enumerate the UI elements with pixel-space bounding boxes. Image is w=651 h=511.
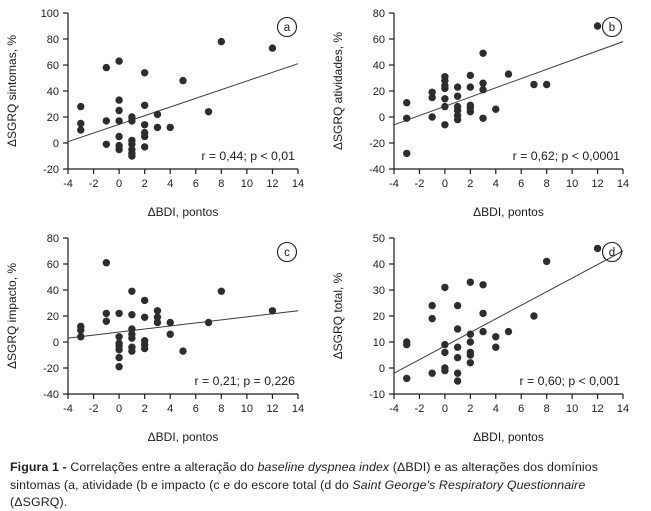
y-tick-label: 40 [372, 59, 385, 72]
data-point [154, 111, 161, 118]
y-tick-label: 20 [372, 85, 385, 98]
y-tick-label: 40 [46, 284, 59, 297]
data-point [115, 133, 122, 140]
data-point [115, 346, 122, 353]
data-point [454, 302, 461, 309]
data-point [103, 117, 110, 124]
data-point [128, 311, 135, 318]
data-point [492, 344, 499, 351]
data-point [467, 108, 474, 115]
x-tick-label: 8 [543, 403, 550, 415]
correlation-stats: r = 0,44; p < 0,01 [201, 149, 295, 163]
data-point [467, 359, 474, 366]
caption-segment: (ΔSGRQ). [10, 495, 68, 510]
data-point [403, 115, 410, 122]
data-point [128, 117, 135, 124]
y-tick-label: 80 [46, 33, 59, 46]
data-point [492, 106, 499, 113]
data-point [403, 99, 410, 106]
data-point [428, 113, 435, 120]
x-tick-label: -2 [414, 178, 425, 190]
data-point [454, 354, 461, 361]
data-point [77, 333, 84, 340]
scatter-chart-b [326, 0, 651, 225]
data-point [428, 94, 435, 101]
x-tick-label: 2 [467, 178, 474, 190]
data-point [543, 81, 550, 88]
data-point [594, 245, 601, 252]
data-point [218, 38, 225, 45]
data-point [467, 338, 474, 345]
x-tick-label: 4 [167, 178, 174, 190]
data-point [154, 124, 161, 131]
data-point [441, 103, 448, 110]
data-point [454, 344, 461, 351]
panel-label: a [283, 22, 291, 34]
x-tick-label: 6 [518, 178, 525, 190]
data-point [77, 120, 84, 127]
y-axis-title: ΔSGRQ atividades, % [331, 31, 345, 151]
x-tick-label: -4 [389, 178, 399, 190]
x-tick-label: 0 [116, 403, 123, 415]
y-tick-label: 40 [372, 258, 385, 271]
data-point [467, 351, 474, 358]
trend-line [68, 64, 298, 142]
data-point [128, 152, 135, 159]
x-tick-label: 10 [565, 403, 579, 415]
data-point [128, 347, 135, 354]
x-tick-label: -2 [88, 178, 99, 190]
data-point [441, 85, 448, 92]
data-point [154, 319, 161, 326]
data-point [454, 83, 461, 90]
x-tick-label: 14 [291, 403, 305, 415]
data-point [141, 297, 148, 304]
y-tick-label: -40 [369, 163, 385, 176]
data-point [467, 83, 474, 90]
data-point [403, 341, 410, 348]
data-point [141, 143, 148, 150]
data-point [141, 133, 148, 140]
x-tick-label: 2 [141, 178, 148, 190]
x-tick-label: 4 [492, 178, 499, 190]
y-axis-title: ΔSGRQ total, % [331, 272, 345, 360]
y-tick-label: 0 [52, 137, 59, 150]
data-point [530, 312, 537, 319]
trend-line [394, 251, 623, 373]
data-point [269, 307, 276, 314]
x-tick-label: 10 [240, 178, 254, 190]
y-tick-label: 80 [372, 7, 385, 20]
correlation-stats: r = 0,21; p = 0,226 [194, 374, 295, 388]
data-point [479, 50, 486, 57]
x-tick-label: 0 [441, 403, 448, 415]
data-point [167, 124, 174, 131]
data-point [141, 69, 148, 76]
data-point [115, 333, 122, 340]
data-point [115, 107, 122, 114]
data-point [594, 22, 601, 29]
x-tick-label: 6 [192, 403, 199, 415]
scatter-panel-a [0, 0, 326, 225]
data-point [179, 77, 186, 84]
x-tick-label: 4 [492, 403, 499, 415]
data-point [441, 341, 448, 348]
y-tick-label: 0 [378, 362, 385, 375]
data-point [205, 108, 212, 115]
y-tick-label: 20 [372, 310, 385, 323]
data-point [454, 377, 461, 384]
data-point [454, 325, 461, 332]
data-point [467, 331, 474, 338]
data-point [141, 314, 148, 321]
data-point [479, 310, 486, 317]
scatter-panel-c [0, 225, 326, 450]
x-axis-title: ΔBDI, pontos [473, 205, 544, 219]
data-point [141, 345, 148, 352]
x-tick-label: 14 [291, 178, 305, 190]
scatter-chart-a [0, 0, 326, 225]
x-tick-label: 12 [591, 403, 604, 415]
x-tick-label: 8 [218, 403, 225, 415]
trend-line [68, 311, 298, 338]
y-tick-label: 40 [46, 85, 59, 98]
y-tick-label: -20 [369, 137, 385, 150]
data-point [441, 95, 448, 102]
data-point [103, 259, 110, 266]
caption-segment: Figura 1 - [10, 460, 71, 474]
data-point [505, 328, 512, 335]
data-point [141, 102, 148, 109]
x-tick-label: 4 [167, 403, 174, 415]
x-tick-label: -4 [389, 403, 399, 415]
x-tick-label: 8 [543, 178, 550, 190]
data-point [167, 331, 174, 338]
figure-caption [0, 450, 651, 511]
caption-segment: (ΔBDI) e as alterações dos domínios sintomas (a, atividade (b e impacto (c e do escore total (d do [10, 460, 599, 492]
y-tick-label: 0 [378, 111, 385, 124]
data-point [77, 103, 84, 110]
data-point [115, 146, 122, 153]
data-point [218, 288, 225, 295]
x-tick-label: 12 [266, 178, 279, 190]
y-tick-label: -20 [43, 163, 59, 176]
panel-label: d [608, 247, 616, 259]
scatter-panel-b [326, 0, 651, 225]
data-point [128, 334, 135, 341]
caption-segment: Correlações entre a alteração do [70, 460, 258, 474]
y-tick-label: 60 [46, 59, 59, 72]
y-axis-title: ΔSGRQ sintomas, % [5, 34, 19, 148]
x-tick-label: 14 [616, 403, 630, 415]
data-point [205, 319, 212, 326]
data-point [103, 318, 110, 325]
scatter-chart-d [326, 225, 651, 450]
data-point [467, 72, 474, 79]
data-point [103, 141, 110, 148]
y-tick-label: 80 [46, 232, 59, 245]
y-tick-label: -10 [369, 388, 385, 401]
x-tick-label: -4 [63, 403, 73, 415]
data-point [543, 258, 550, 265]
data-point [441, 349, 448, 356]
x-axis-title: ΔBDI, pontos [147, 205, 219, 219]
x-tick-label: 10 [565, 178, 579, 190]
x-tick-label: 12 [591, 178, 604, 190]
correlation-stats: r = 0,62; p < 0,0001 [512, 149, 620, 163]
y-tick-label: 20 [46, 310, 59, 323]
x-tick-label: 8 [218, 178, 225, 190]
data-point [530, 81, 537, 88]
y-tick-label: 60 [46, 258, 59, 271]
x-tick-label: 14 [616, 178, 630, 190]
data-point [479, 80, 486, 87]
data-point [479, 281, 486, 288]
data-point [454, 116, 461, 123]
x-axis-title: ΔBDI, pontos [473, 430, 544, 444]
y-axis-title: ΔSGRQ impacto, % [5, 262, 19, 370]
data-point [128, 288, 135, 295]
data-point [115, 310, 122, 317]
panel-label: c [284, 247, 290, 259]
data-point [428, 315, 435, 322]
data-point [115, 363, 122, 370]
y-tick-label: -40 [43, 388, 59, 401]
x-tick-label: 2 [141, 403, 148, 415]
data-point [479, 328, 486, 335]
data-point [403, 150, 410, 157]
data-point [454, 93, 461, 100]
x-tick-label: 0 [441, 178, 448, 190]
data-point [505, 70, 512, 77]
data-point [454, 370, 461, 377]
x-tick-label: -2 [88, 403, 99, 415]
data-point [441, 367, 448, 374]
scatter-panel-d [326, 225, 651, 450]
data-point [115, 57, 122, 64]
data-point [179, 347, 186, 354]
x-tick-label: -4 [63, 178, 73, 190]
data-point [441, 284, 448, 291]
panel-label: b [608, 22, 616, 34]
data-point [103, 64, 110, 71]
caption-segment: Saint George's Respiratory Questionnaire [352, 477, 586, 492]
y-tick-label: 50 [372, 232, 385, 245]
data-point [154, 307, 161, 314]
data-point [103, 310, 110, 317]
correlation-stats: r = 0,60; p < 0,001 [519, 374, 620, 388]
data-point [115, 117, 122, 124]
x-tick-label: -2 [414, 403, 425, 415]
data-point [77, 126, 84, 133]
data-point [269, 44, 276, 51]
x-tick-label: 2 [467, 403, 474, 415]
data-point [441, 121, 448, 128]
y-tick-label: -20 [43, 362, 59, 375]
scatter-chart-c [0, 225, 326, 450]
y-tick-label: 20 [46, 111, 59, 124]
y-tick-label: 10 [372, 336, 385, 349]
trend-line [394, 42, 623, 125]
data-point [77, 327, 84, 334]
x-axis-title: ΔBDI, pontos [147, 430, 219, 444]
x-tick-label: 0 [116, 178, 123, 190]
x-tick-label: 6 [192, 178, 199, 190]
data-point [428, 370, 435, 377]
data-point [115, 96, 122, 103]
x-tick-label: 10 [240, 403, 254, 415]
data-point [167, 319, 174, 326]
y-tick-label: 0 [52, 336, 59, 349]
caption-segment: baseline dyspnea index [257, 460, 390, 474]
y-tick-label: 60 [372, 33, 385, 46]
y-tick-label: 30 [372, 284, 385, 297]
data-point [492, 333, 499, 340]
x-tick-label: 12 [266, 403, 279, 415]
data-point [467, 279, 474, 286]
data-point [141, 121, 148, 128]
x-tick-label: 6 [518, 403, 525, 415]
data-point [115, 354, 122, 361]
data-point [428, 302, 435, 309]
y-tick-label: 100 [40, 7, 59, 20]
data-point [479, 86, 486, 93]
data-point [403, 375, 410, 382]
data-point [479, 115, 486, 122]
